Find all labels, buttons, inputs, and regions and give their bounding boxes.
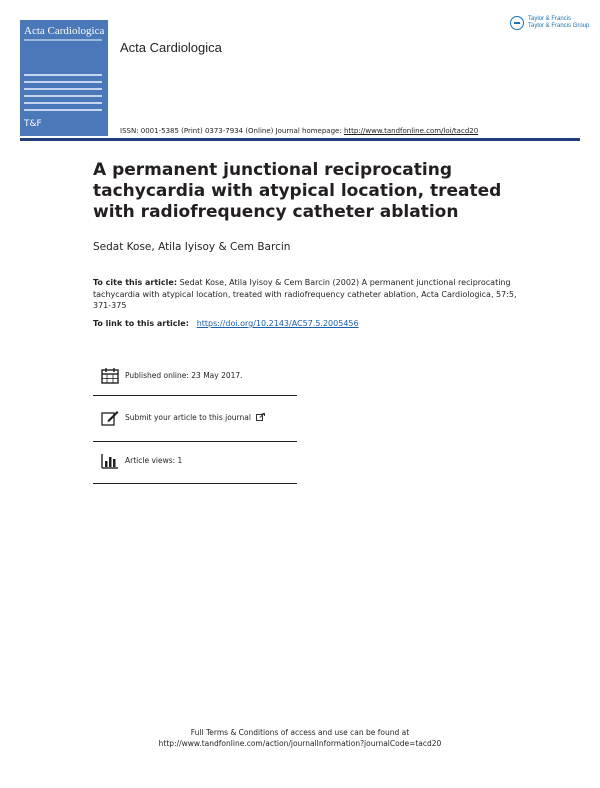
cover-subtitle-line [24, 39, 102, 41]
citation [93, 277, 523, 312]
publisher-group: Taylor & Francis Group [528, 23, 590, 29]
header-rule [20, 138, 580, 141]
issn-line [120, 127, 478, 135]
citation-label: To cite this article: [93, 278, 178, 287]
bar-chart-icon [101, 453, 119, 469]
external-link-icon [256, 413, 265, 421]
article-title: A permanent junctional reciprocating tachycardia with atypical location, treated with radiofrequency catheter ablation [93, 160, 502, 222]
article-link-label: To link to this article: [93, 319, 192, 328]
publisher-logo-icon [510, 16, 524, 30]
publisher-logo[interactable] [510, 16, 589, 30]
doi-link[interactable]: https://doi.org/10.2143/AC57.5.2005456 [196, 319, 359, 328]
article-link-line [93, 319, 359, 328]
calendar-icon [101, 368, 119, 384]
footer-terms-text: Full Terms & Conditions of access and use can be found at [190, 728, 410, 737]
edit-icon [101, 410, 119, 426]
article-authors: Sedat Kose, Atila Iyisoy & Cem Barcin [93, 241, 291, 253]
cover-publisher-logo: T&F [24, 119, 42, 129]
publisher-name: Taylor & Francis [528, 16, 572, 22]
cover-contents [24, 74, 102, 116]
journal-name: Acta Cardiologica [120, 40, 222, 55]
issn-text: ISSN: 0001-5385 (Print) 0373-7934 (Online) Journal homepage: [120, 127, 344, 135]
article-views: Article views: 1 [125, 456, 183, 465]
cover-title: Acta Cardiologica [24, 25, 105, 37]
footer-terms-link[interactable]: http://www.tandfonline.com/action/journalInformation?journalCode=tacd20 [158, 739, 442, 748]
published-row [93, 363, 297, 396]
citation-text: Sedat Kose, Atila Iyisoy & Cem Barcin (2002) A permanent junctional reciprocating tachycardia with atypical location, treated with radiofrequency catheter ablation, Acta Cardiologica, 57:5, 371-375 [93, 278, 517, 310]
published-date: Published online: 23 May 2017. [125, 371, 243, 380]
journal-homepage-link[interactable]: http://www.tandfonline.com/loi/tacd20 [343, 127, 479, 135]
views-row [93, 448, 297, 484]
footer [0, 727, 600, 749]
submit-row[interactable] [93, 405, 297, 442]
submit-article-link[interactable]: Submit your article to this journal [125, 413, 251, 422]
journal-cover [20, 20, 108, 136]
